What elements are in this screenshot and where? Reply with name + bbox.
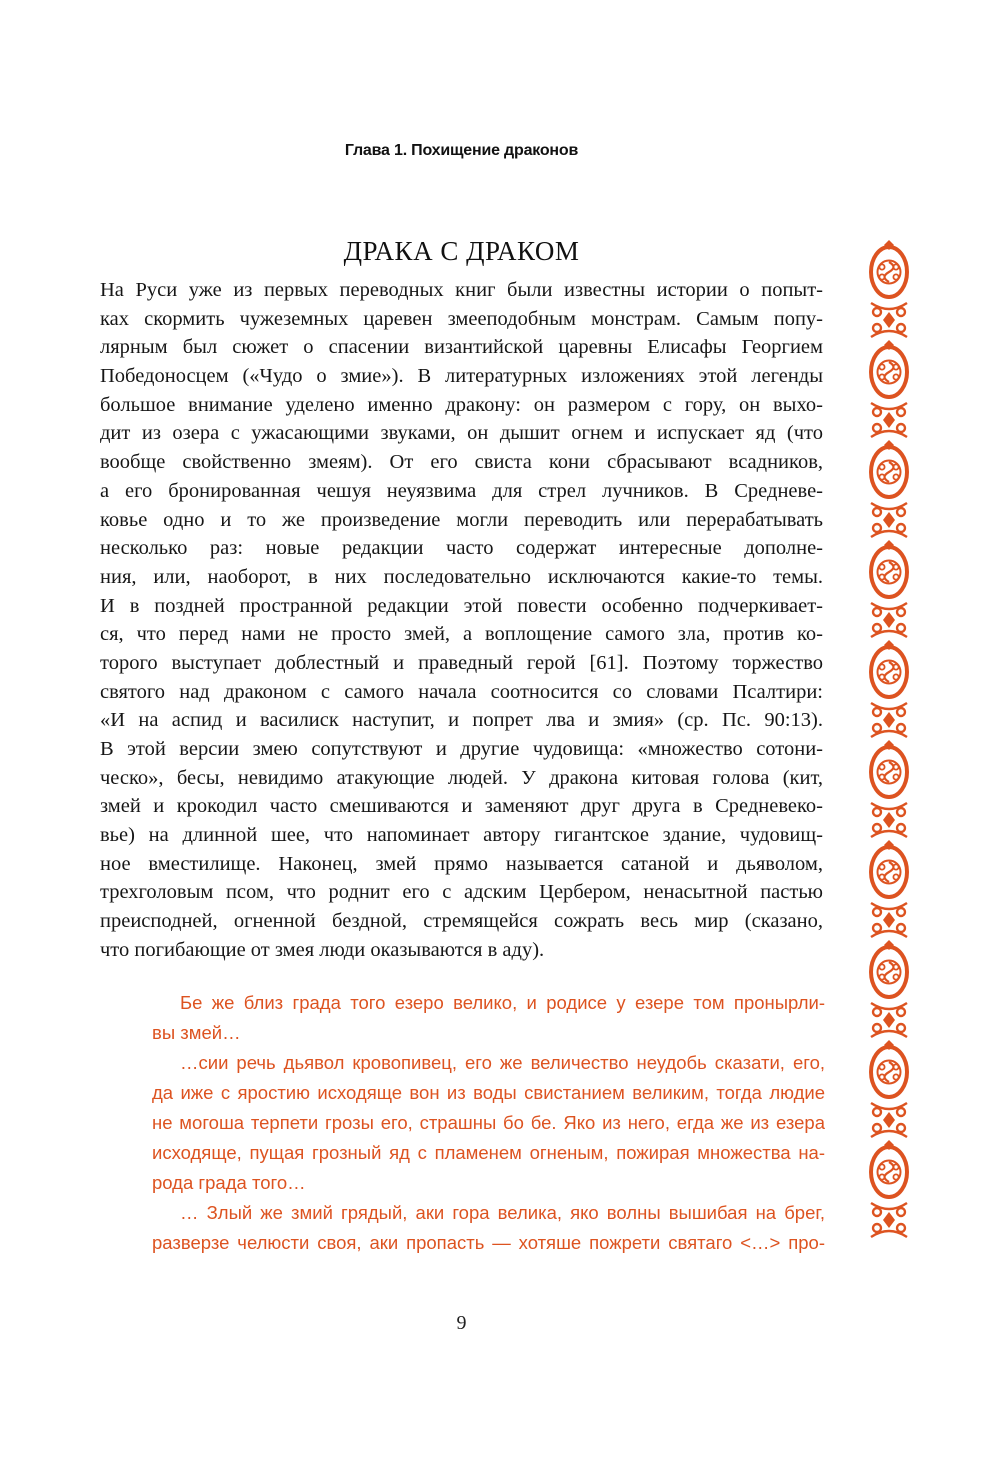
text-line: В этой версии змею сопутствуют и другие чудовища: «множество сотони-: [100, 738, 823, 760]
text-line: ся, что перед нами не просто змей, а воплощение самого зла, против ко-: [100, 623, 823, 646]
text-line: вье) на длинной шее, что напоминает автору гигантское здание, чудовищ-: [100, 824, 823, 847]
text-line: да иже с яростию исходяще вон из воды свистанием великим, тогда людие: [152, 1082, 825, 1103]
text-line: преисподней, огненной бездной, стремящейся сожрать весь мир (сказано,: [100, 910, 823, 933]
ornament-pattern-icon: [869, 240, 909, 1240]
text-line: змей и крокодил часто смешиваются и заменяют друг друга в Средневеко-: [100, 795, 823, 818]
text-line: вы змей…: [152, 1022, 241, 1043]
text-line: святого над драконом с самого начала соотносится со словами Псалтири:: [100, 680, 823, 703]
text-line: вообще свойственно змеям). От его свиста кони сбрасывают всадников,: [100, 451, 823, 474]
text-line: торого выступает доблестный и праведный герой [61]. Поэтому торжество: [100, 651, 823, 674]
text-line: рода града того…: [152, 1172, 306, 1193]
text-line: ковье одно и то же произведение могли переводить или перерабатывать: [100, 508, 823, 531]
text-line: На Руси уже из первых переводных книг были известны истории о попыт-: [100, 279, 823, 301]
text-line: Победоносцем («Чудо о змие»). В литературных изложениях этой легенды: [100, 365, 823, 388]
text-line: И в поздней пространной редакции этой повести особенно подчеркивает-: [100, 594, 823, 617]
text-line: ческо», бесы, невидимо атакующие людей. У дракона китовая голова (кит,: [100, 766, 823, 789]
text-line: ния, или, наоборот, в них последовательно исключаются какие-то темы.: [100, 565, 823, 588]
text-line: лярным был сюжет о спасении византийской царевны Елисафы Георгием: [100, 336, 823, 359]
text-line: ное вместилище. Наконец, змей прямо называется сатаной и дьяволом,: [100, 852, 823, 875]
text-line: а его бронированная чешуя неуязвима для стрел лучников. В Средневе-: [100, 479, 823, 502]
body-text: [100, 276, 823, 965]
text-line: Бе же близ града того езеро велико, и родисе у езере том пронырли-: [180, 992, 825, 1013]
text-line: несколько раз: новые редакции часто содержат интересные дополне-: [100, 537, 823, 560]
text-line: не могоша терпети грозы его, страшны бо бе. Яко из него, егда же из езера: [152, 1112, 825, 1133]
text-line: что погибающие от змея люди оказываются в аду).: [100, 938, 545, 961]
text-line: …сии речь дьявол кровопивец, его же величество неудобь сказати, его,: [180, 1052, 825, 1073]
text-line: «И на аспид и василиск наступит, и попрет лва и змия» (ср. Пс. 90:13).: [100, 709, 823, 732]
quote-block: [152, 988, 825, 1258]
section-title: ДРАКА С ДРАКОМ: [343, 236, 580, 266]
text-line: дит из озера с ужасающими звуками, он дышит огнем и испускает яд (что: [100, 422, 823, 445]
running-header: Глава 1. Похищение драконов: [344, 142, 579, 159]
text-line: большое внимание уделено именно дракону: он размером с гору, он выхо-: [100, 393, 823, 416]
ornament-border: [869, 240, 909, 1240]
text-line: разверзе челюсти своя, аки пропасть — хотяше пожрети святаго <…> про-: [152, 1232, 825, 1253]
text-line: ках скормить чужеземных царевен змееподобным монстрам. Самым попу-: [100, 307, 823, 330]
text-line: трехголовым псом, что роднит его с адским Цербером, ненасытной пастью: [100, 881, 823, 904]
text-line: исходяще, пущая грозный яд с пламенем огненым, пожирая множества на-: [152, 1142, 825, 1163]
page-number: 9: [456, 1312, 467, 1334]
text-line: … Злый же змий грядый, аки гора велика, яко волны вышибая на брег,: [180, 1202, 825, 1223]
